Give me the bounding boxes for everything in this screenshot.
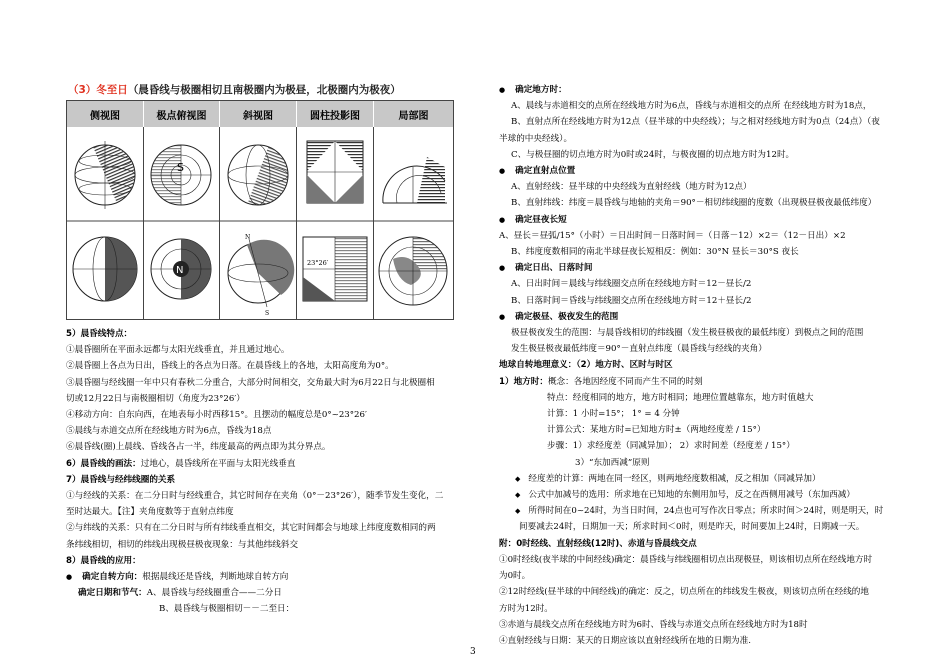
right-line: 1）地方时：概念：各地因经度不同而产生不同的时刻 xyxy=(499,376,703,387)
right-line: B、日落时间＝昏线与纬线圈交点所在经线地方时＝12＋昼长/2 xyxy=(511,295,752,306)
right-line: A、直射经线：昼半球的中央经线为直射经线（地方时为12点） xyxy=(511,182,752,193)
figure-title-prefix: （3）冬至日 xyxy=(68,84,128,96)
right-line: 3）“东加西减”原则 xyxy=(575,457,650,468)
left-line: 6）晨昏线的画法：过地心，晨昏线所在平面与太阳光线垂直 xyxy=(66,458,296,469)
right-line: ● 确定直射点位置 xyxy=(499,163,919,179)
pole-view-globe-2 xyxy=(151,239,211,299)
right-line: ● 确定极昼、极夜发生的范围 xyxy=(499,309,919,325)
side-view-globe-2 xyxy=(73,237,137,301)
left-line: B、晨昏线与极圈相切－－二至日： xyxy=(159,604,295,615)
right-line: 半球的中央经线）。 xyxy=(499,133,573,144)
right-line: 间要减去24时，日期加一天；所求时间＜0时，则是昨天，时间要加上24时，日期减一天。 xyxy=(519,522,865,533)
right-line: B、纬度度数相同的南北半球昼夜长短相反：例如：30°N 昼长＝30°S 夜长 xyxy=(511,247,799,258)
left-line: 8）晨昏线的应用： xyxy=(66,555,141,566)
right-line: C、与极昼圈的切点地方时为0时或24时，与极夜圈的切点地方时为12时。 xyxy=(511,149,795,160)
left-line: 至时达最大。【注】夹角度数等于直射点纬度 xyxy=(66,507,234,518)
right-line: A、晨线与赤道相交的点所在经线地方时为6点，昏线与赤道相交的点所 在经线地方时为18点， xyxy=(511,101,872,112)
left-line: ⑤晨线与赤道交点所在经线地方时为6点，昏线为18点 xyxy=(66,426,272,437)
right-line: 地球自转地理意义：（2）地方时、区时与时区 xyxy=(499,360,673,371)
oblique-view-globe-1 xyxy=(228,145,296,213)
left-line: 条纬线相切，相切的纬线出现极昼极夜现象：与其他纬线斜交 xyxy=(66,539,299,550)
right-line: ● 确定地方时： xyxy=(499,82,919,98)
right-line: ③赤道与晨线交点所在经线地方时为6时、昏线与赤道交点所在经线地方时为18时 xyxy=(499,619,808,630)
right-line: 计算公式：某地方时=已知地方时±（两地经度差 / 15°） xyxy=(547,425,766,436)
left-line: ①晨昏圈所在平面永远都与太阳光线垂直，并且通过地心。 xyxy=(66,345,290,356)
right-line: ①0时经线(夜半球的中间经线)确定：晨昏线与纬线圈相切点出现极昼，则该相切点所在经线地方时 xyxy=(499,554,873,565)
left-column xyxy=(66,326,458,618)
header-oblique-view: 斜视图 xyxy=(220,101,297,127)
right-line: ④直射经线与日期：某天的日期应该以直射经线所在地的日期为准. xyxy=(499,635,751,646)
label-s-small: S xyxy=(265,310,270,317)
partial-view-1 xyxy=(383,157,447,203)
right-line: 步骤：1）求经度差（同减异加）； 2）求时间差（经度差 / 15°） xyxy=(547,441,795,452)
left-line: 5）晨昏线特点： xyxy=(66,329,133,339)
right-line: ● 确定昼夜长短 xyxy=(499,212,919,228)
page-number: 3 xyxy=(470,647,476,657)
partial-view-2 xyxy=(379,237,447,305)
pole-view-globe-1 xyxy=(151,145,211,205)
right-line: ◆ 公式中加减号的选用：所求地在已知地的东侧用加号，反之在西侧用减号（东加西减） xyxy=(499,487,919,503)
left-line: ③晨昏圈与经线圈一年中只有春秋二分重合，大部分时间相交，交角最大时为6月22日与北极圈相 xyxy=(66,377,435,388)
side-view-globe-1 xyxy=(75,136,144,209)
header-side-view: 侧视图 xyxy=(67,101,144,127)
right-line: 极昼极夜发生的范围：与晨昏线相切的纬线圈（发生极昼极夜的最低纬度）到极点之间的范围 xyxy=(511,328,864,339)
left-line: ● 确定自转方向：根据晨线还是昏线，判断地球自转方向 xyxy=(66,569,458,585)
left-line: 切或12月22日与南极圈相切（角度为23°26′） xyxy=(66,393,245,404)
left-line: ②与纬线的关系：只有在二分日时与所有纬线垂直相交，其它时间都会与地球上纬度度数相同的两 xyxy=(66,523,436,534)
right-line: ◆ 所得时间在0~24时，为当日时间，24点也可写作次日零点；所求时间＞24时，则是明天，时 xyxy=(499,503,919,519)
label-n-small: N xyxy=(245,234,251,241)
right-line: ● 确定日出、日落时间 xyxy=(499,260,919,276)
right-line: 特点：经度相同的地方，地方时相同；地理位置越靠东，地方时值越大 xyxy=(547,392,814,403)
label-n-2: N xyxy=(176,265,184,276)
right-line: A、日出时间＝晨线与纬线圈交点所在经线地方时＝12－昼长/2 xyxy=(511,279,752,290)
left-line: ⑥晨昏线(圈)上晨线、昏线各占一半，纬度最高的两点即为其分界点。 xyxy=(66,442,331,453)
right-column xyxy=(499,82,919,649)
header-pole-view: 极点俯视图 xyxy=(144,101,220,127)
left-line: 确定日期和节气：A、晨昏线与经线圈重合——二分日 xyxy=(78,588,282,599)
cylindrical-view-1 xyxy=(307,141,363,203)
figure-title-rest: （晨昏线与极圈相切且南极圈内为极昼，北极圈内为极夜） xyxy=(127,84,401,96)
figure-table xyxy=(66,100,454,320)
right-line: 为0时。 xyxy=(499,571,531,582)
right-line: 方时为12时。 xyxy=(499,603,553,614)
right-line: ◆ 经度差的计算：两地在同一经区，则两地经度数相减，反之相加（同减异加） xyxy=(499,471,919,487)
winter-solstice-figure xyxy=(66,80,454,320)
right-line: B、直射点所在经线地方时为12点（昼半球的中央经线）；与之相对经线地方时为0点（24点）（夜 xyxy=(511,117,880,128)
figure-title xyxy=(68,82,401,97)
left-line: ①与经线的关系：在二分日时与经线重合，其它时间存在夹角（0°－23°26′），随季节发生变化，二 xyxy=(66,491,444,502)
label-latitude: 23°26′ xyxy=(307,259,329,267)
header-partial-view: 局部图 xyxy=(374,101,453,127)
figure-diagrams xyxy=(67,127,453,319)
left-line: ④移动方向：自东向西，在地表每小时西移15°。且摆动的幅度总是0°~23°26′ xyxy=(66,410,367,421)
label-s-1: S xyxy=(177,161,184,174)
right-line: 发生极昼极夜最低纬度＝90°－直射点纬度（晨昏线与经线的夹角） xyxy=(511,344,767,355)
right-line: ②12时经线(昼半球的中间经线)的确定：反之，切点所在的纬线发生极夜，则该切点所在经线的地 xyxy=(499,587,869,598)
oblique-view-globe-2 xyxy=(228,234,294,317)
right-line: B、直射纬线：纬度＝晨昏线与地轴的夹角＝90°－相切纬线圈的度数（出现极昼极夜最低纬度） xyxy=(511,198,877,209)
cylindrical-view-2 xyxy=(303,237,367,301)
right-line: A、昼长＝昼弧/15°（小时）＝日出时间－日落时间＝（日落－12）×2＝（12－日出）×2 xyxy=(499,230,846,241)
right-line: 附：0时经线、直射经线(12时)、赤道与昏晨线交点 xyxy=(499,538,697,549)
header-cylindrical-view: 圆柱投影图 xyxy=(297,101,374,127)
right-line: 计算：1 小时=15°； 1° = 4 分钟 xyxy=(547,409,680,420)
left-line: ②晨昏圈上各点为日出，昏线上的各点为日落。在晨昏线上的各地，太阳高度角为0°。 xyxy=(66,361,394,372)
left-line: 7）晨昏线与经纬线圈的关系 xyxy=(66,474,176,485)
